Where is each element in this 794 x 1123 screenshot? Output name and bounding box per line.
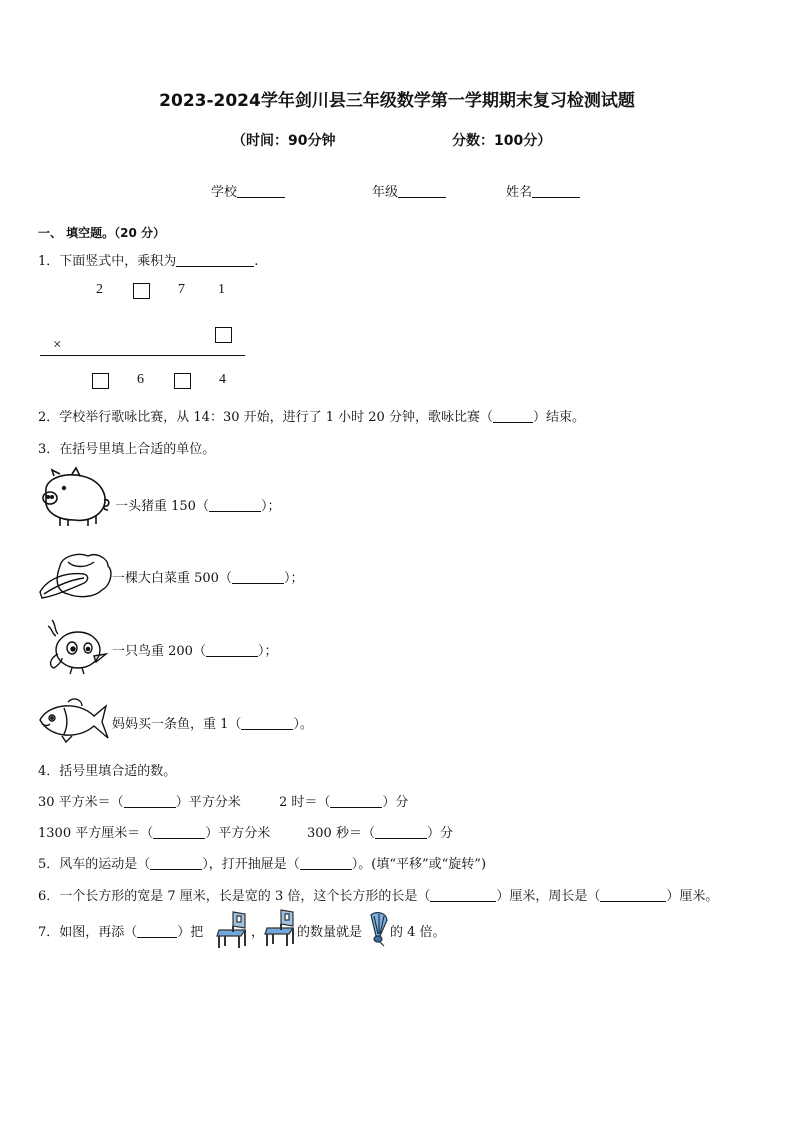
question-4: 4．括号里填合适的数。	[38, 764, 177, 779]
q4-row-1-b: 2 时＝（ ）分	[279, 795, 409, 810]
chair-icon	[215, 910, 249, 948]
q3-answer-blank[interactable]	[232, 571, 284, 584]
question-7-end: 的 4 倍。	[390, 925, 446, 940]
q4-row-1: 30 平方米＝（ ）平方分米	[38, 795, 241, 810]
digit-box[interactable]	[133, 283, 150, 299]
digit-box[interactable]	[215, 327, 232, 343]
question-2: 2．学校举行歌咏比赛，从 14：30 开始，进行了 1 小时 20 分钟，歌咏比赛（ ）结束。	[38, 410, 585, 425]
q4-answer-blank[interactable]	[330, 795, 382, 808]
digit-box[interactable]	[92, 373, 109, 389]
digit: 7	[178, 282, 185, 297]
question-6: 6．一个长方形的宽是 7 厘米，长是宽的 3 倍，这个长方形的长是（ ）厘米，周长是（ ）厘米。	[38, 889, 719, 904]
q3-answer-blank[interactable]	[241, 717, 293, 730]
digit: 6	[137, 372, 144, 387]
school-blank[interactable]	[237, 185, 285, 198]
fish-icon	[38, 698, 110, 744]
digit: 1	[218, 282, 225, 297]
digit: 4	[219, 372, 226, 387]
q6-answer-blank[interactable]	[600, 889, 666, 902]
question-5: 5．风车的运动是（ ），打开抽屉是（ ）。(填“平移”或“旋转”)	[38, 857, 487, 872]
name-blank[interactable]	[532, 185, 580, 198]
q4-answer-blank[interactable]	[124, 795, 176, 808]
q1-answer-blank[interactable]	[176, 254, 254, 267]
q3-item: 一只鸟重 200（ ）；	[112, 644, 278, 659]
q4-row-2-b: 300 秒＝（ ）分	[307, 826, 453, 841]
school-field: 学校	[211, 181, 285, 200]
digit: 2	[96, 282, 103, 297]
shuttlecock-icon	[368, 912, 390, 946]
exam-time: （时间：90分钟	[232, 133, 336, 149]
q6-answer-blank[interactable]	[430, 889, 496, 902]
calc-line	[40, 355, 245, 356]
q3-item: 一棵大白菜重 500（ ）；	[112, 571, 304, 586]
comma: ，	[251, 925, 265, 940]
grade-blank[interactable]	[398, 185, 446, 198]
question-7-start: 7．如图，再添（ ）把	[38, 925, 204, 940]
times-sign: ×	[53, 337, 62, 353]
q3-item: 妈妈买一条鱼，重 1（ ）。	[112, 717, 313, 732]
chair-icon	[263, 908, 297, 946]
question-3: 3．在括号里填上合适的单位。	[38, 442, 216, 457]
q4-answer-blank[interactable]	[153, 826, 205, 839]
section-heading: 一、 填空题。（20 分）	[38, 226, 166, 240]
q7-answer-blank[interactable]	[137, 925, 177, 938]
q3-answer-blank[interactable]	[209, 499, 261, 512]
q4-answer-blank[interactable]	[375, 826, 427, 839]
bird-icon	[42, 618, 110, 676]
q5-answer-blank[interactable]	[300, 857, 352, 870]
pig-icon	[38, 470, 110, 530]
cabbage-icon	[38, 552, 114, 602]
q4-row-2: 1300 平方厘米＝（ ）平方分米	[38, 826, 271, 841]
exam-score: 分数：100分）	[452, 133, 552, 149]
page-title: 2023-2024学年剑川县三年级数学第一学期期末复习检测试题	[159, 91, 635, 111]
grade-field: 年级	[372, 181, 446, 200]
q3-item: 一头猪重 150（ ）；	[115, 499, 281, 514]
digit-box[interactable]	[174, 373, 191, 389]
q5-answer-blank[interactable]	[150, 857, 202, 870]
name-field: 姓名	[506, 181, 580, 200]
question-7-mid: 的数量就是	[297, 925, 363, 940]
question-1: 1．下面竖式中，乘积为 .	[38, 254, 259, 269]
q3-answer-blank[interactable]	[206, 644, 258, 657]
q2-answer-blank[interactable]	[493, 410, 533, 423]
